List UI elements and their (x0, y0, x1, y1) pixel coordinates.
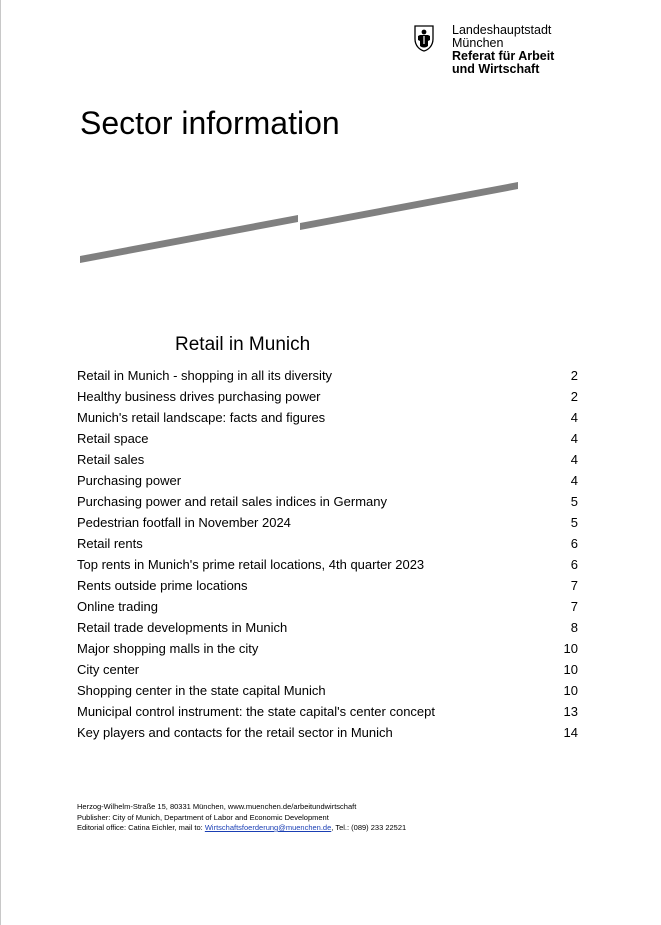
toc-item-title: Major shopping malls in the city (77, 641, 259, 656)
footer-phone: , Tel.: (089) 233 22521 (331, 823, 407, 832)
toc-item-page: 4 (570, 410, 578, 425)
toc-item[interactable] (77, 386, 578, 407)
toc-item-title: Top rents in Munich's prime retail locations, 4th quarter 2023 (77, 557, 425, 572)
footer-editorial-label: Editorial office: Catina Eichler, mail to: (77, 823, 205, 832)
toc-item-page: 6 (570, 536, 578, 551)
toc-item-page: 6 (570, 557, 578, 572)
toc-item-title: City center (77, 662, 140, 677)
page-title: Sector information (80, 105, 340, 141)
footer-editorial (77, 823, 406, 834)
footer (77, 802, 406, 834)
toc-item-page: 4 (570, 431, 578, 446)
toc-item-page: 2 (570, 368, 578, 383)
toc-item[interactable] (77, 680, 578, 701)
toc-item-title: Rents outside prime locations (77, 578, 248, 593)
toc-item[interactable] (77, 638, 578, 659)
footer-email-link[interactable]: Wirtschaftsfoerderung@muenchen.de (204, 823, 332, 832)
toc-item-page: 4 (570, 473, 578, 488)
toc-item-page: 10 (563, 683, 578, 698)
toc-item[interactable] (77, 449, 578, 470)
toc-item-title: Healthy business drives purchasing power (77, 389, 321, 404)
toc-item[interactable] (77, 575, 578, 596)
toc-item-title: Retail space (77, 431, 149, 446)
toc-item-page: 10 (563, 641, 578, 656)
footer-address: Herzog-Wilhelm-Straße 15, 80331 München, www.muenchen.de/arbeitundwirtschaft (77, 802, 357, 811)
org-line-department-2: und Wirtschaft (452, 62, 540, 76)
toc-item[interactable] (77, 491, 578, 512)
org-line-city-1: Landeshauptstadt (452, 23, 552, 37)
toc-item-page: 7 (570, 599, 578, 614)
footer-publisher: Publisher: City of Munich, Department of Labor and Economic Development (77, 812, 329, 822)
toc-item[interactable] (77, 533, 578, 554)
toc-item[interactable] (77, 470, 578, 491)
toc-item[interactable] (77, 365, 578, 386)
toc-item-page: 5 (570, 515, 578, 530)
toc-item-title: Retail in Munich - shopping in all its diversity (77, 368, 333, 383)
toc-item-page: 13 (563, 704, 578, 719)
toc-item-title: Shopping center in the state capital Munich (77, 683, 326, 698)
toc-item[interactable] (77, 428, 578, 449)
toc-item-title: Purchasing power and retail sales indices in Germany (77, 494, 387, 509)
toc-item[interactable] (77, 512, 578, 533)
toc-item-page: 4 (570, 452, 578, 467)
section-title: Retail in Munich (175, 334, 311, 355)
toc-item-title: Online trading (77, 599, 158, 614)
org-line-department-1: Referat für Arbeit (452, 49, 555, 63)
toc-item-title: Municipal control instrument: the state capital's center concept (77, 704, 435, 719)
toc-item[interactable] (77, 407, 578, 428)
toc-item-title: Pedestrian footfall in November 2024 (77, 515, 291, 530)
toc-item[interactable] (77, 659, 578, 680)
stripe-right (300, 182, 518, 230)
toc-item-page: 5 (570, 494, 578, 509)
toc-item[interactable] (77, 596, 578, 617)
toc-item-page: 2 (570, 389, 578, 404)
toc-item[interactable] (77, 554, 578, 575)
stripe-left (80, 215, 298, 263)
toc-item-page: 7 (570, 578, 578, 593)
toc-item-page: 10 (563, 662, 578, 677)
toc-item[interactable] (77, 617, 578, 638)
toc-item-title: Retail trade developments in Munich (77, 620, 288, 635)
table-of-contents (77, 365, 578, 743)
toc-item-title: Key players and contacts for the retail sector in Munich (77, 725, 393, 740)
toc-item-title: Retail sales (77, 452, 145, 467)
toc-item[interactable] (77, 722, 578, 743)
toc-item-title: Munich's retail landscape: facts and figures (77, 410, 326, 425)
toc-item[interactable] (77, 701, 578, 722)
toc-item-title: Retail rents (77, 536, 143, 551)
toc-item-page: 14 (563, 725, 578, 740)
org-line-city-2: München (452, 36, 504, 50)
toc-item-title: Purchasing power (77, 473, 182, 488)
toc-item-page: 8 (570, 620, 578, 635)
